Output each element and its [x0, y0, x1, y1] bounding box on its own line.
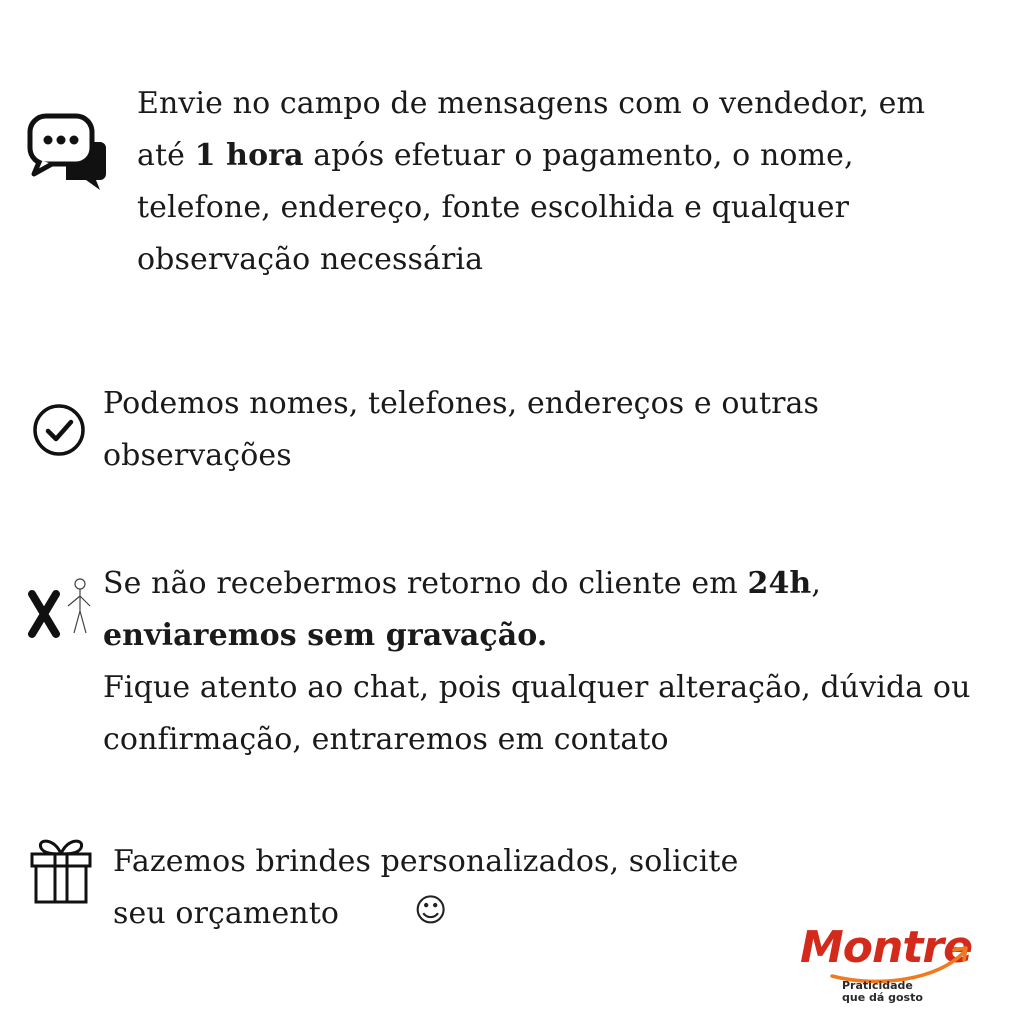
text: seu orçamento [113, 896, 340, 931]
text-line [103, 378, 819, 430]
x-mark-icon [28, 576, 94, 640]
text-line [103, 714, 970, 766]
brand-tagline-line-2: que dá gosto [842, 991, 923, 1004]
text: confirmação, entraremos em contato [103, 722, 669, 757]
text: observações [103, 438, 292, 473]
bold-text: 24h [747, 566, 812, 601]
paragraph-send-details [137, 78, 925, 286]
text-line [103, 610, 970, 662]
text: Se não recebermos retorno do cliente em [103, 566, 748, 601]
text-line [103, 662, 970, 714]
text: Envie no campo de mensagens com o vendedor, em [137, 86, 926, 121]
text: Podemos nomes, telefones, endereços e outras [103, 386, 820, 421]
text-line [113, 836, 738, 888]
smiley-icon: ☺ [414, 891, 448, 929]
text-line [137, 78, 925, 130]
check-circle-icon [32, 403, 86, 457]
bold-text: 1 hora [194, 138, 304, 173]
brand-arrow-icon [828, 930, 978, 986]
brand-name: Montre [800, 922, 972, 973]
gift-icon [26, 832, 96, 906]
text: observação necessária [137, 242, 484, 277]
text: Fique atento ao chat, pois qualquer alteração, dúvida ou [103, 670, 971, 705]
chat-bubbles-icon [26, 112, 108, 194]
text-line [103, 430, 819, 482]
brand-tagline [842, 980, 923, 1004]
brand-logo [798, 916, 978, 1006]
text-line [137, 234, 925, 286]
text: Fazemos brindes personalizados, solicite [113, 844, 739, 879]
brand-tagline-line-1: Praticidade [842, 979, 913, 992]
text-line [137, 130, 925, 182]
text: telefone, endereço, fonte escolhida e qualquer [137, 190, 850, 225]
text: , [811, 566, 821, 601]
text: até [137, 138, 195, 173]
text: após efetuar o pagamento, o nome, [303, 138, 854, 173]
paragraph-no-response-warning [103, 558, 970, 766]
paragraph-what-we-engrave [103, 378, 819, 482]
bold-text: enviaremos sem gravação. [103, 618, 548, 653]
text-line [103, 558, 970, 610]
text-line [137, 182, 925, 234]
